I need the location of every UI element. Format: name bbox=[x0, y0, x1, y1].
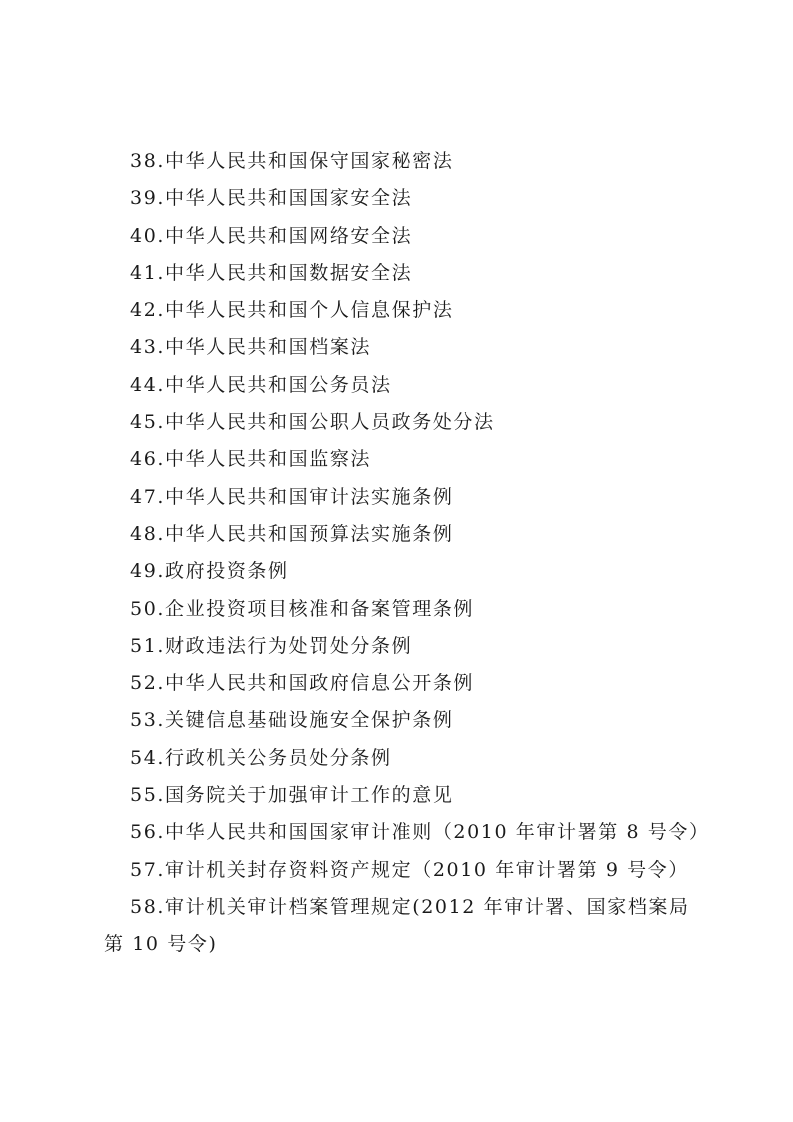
list-item: 44.中华人民共和国公务员法 bbox=[130, 373, 392, 396]
regulation-list bbox=[104, 143, 710, 964]
list-item: 53.关键信息基础设施安全保护条例 bbox=[130, 709, 454, 732]
list-item: 55.国务院关于加强审计工作的意见 bbox=[130, 784, 454, 807]
list-item: 45.中华人民共和国公职人员政务处分法 bbox=[130, 411, 495, 434]
list-item: 57.审计机关封存资料资产规定（2010 年审计署第 9 号令） bbox=[130, 858, 689, 881]
list-item: 56.中华人民共和国国家审计准则（2010 年审计署第 8 号令） bbox=[130, 821, 710, 844]
list-item: 51.财政违法行为处罚处分条例 bbox=[130, 634, 413, 657]
list-item: 47.中华人民共和国审计法实施条例 bbox=[130, 485, 454, 508]
list-item: 48.中华人民共和国预算法实施条例 bbox=[130, 522, 454, 545]
list-item: 54.行政机关公务员处分条例 bbox=[130, 746, 392, 769]
list-item: 38.中华人民共和国保守国家秘密法 bbox=[130, 150, 454, 172]
list-item: 46.中华人民共和国监察法 bbox=[130, 448, 372, 471]
list-item: 49.政府投资条例 bbox=[130, 560, 289, 583]
list-item: 50.企业投资项目核准和备案管理条例 bbox=[130, 597, 475, 620]
list-item: 42.中华人民共和国个人信息保护法 bbox=[130, 299, 454, 322]
list-item: 41.中华人民共和国数据安全法 bbox=[130, 261, 413, 284]
list-item: 58.审计机关审计档案管理规定(2012 年审计署、国家档案局第 10 号令) bbox=[104, 895, 690, 956]
list-item: 39.中华人民共和国国家安全法 bbox=[130, 187, 413, 210]
list-item: 40.中华人民共和国网络安全法 bbox=[130, 224, 413, 247]
list-item: 52.中华人民共和国政府信息公开条例 bbox=[130, 672, 475, 695]
list-item: 43.中华人民共和国档案法 bbox=[130, 336, 372, 359]
